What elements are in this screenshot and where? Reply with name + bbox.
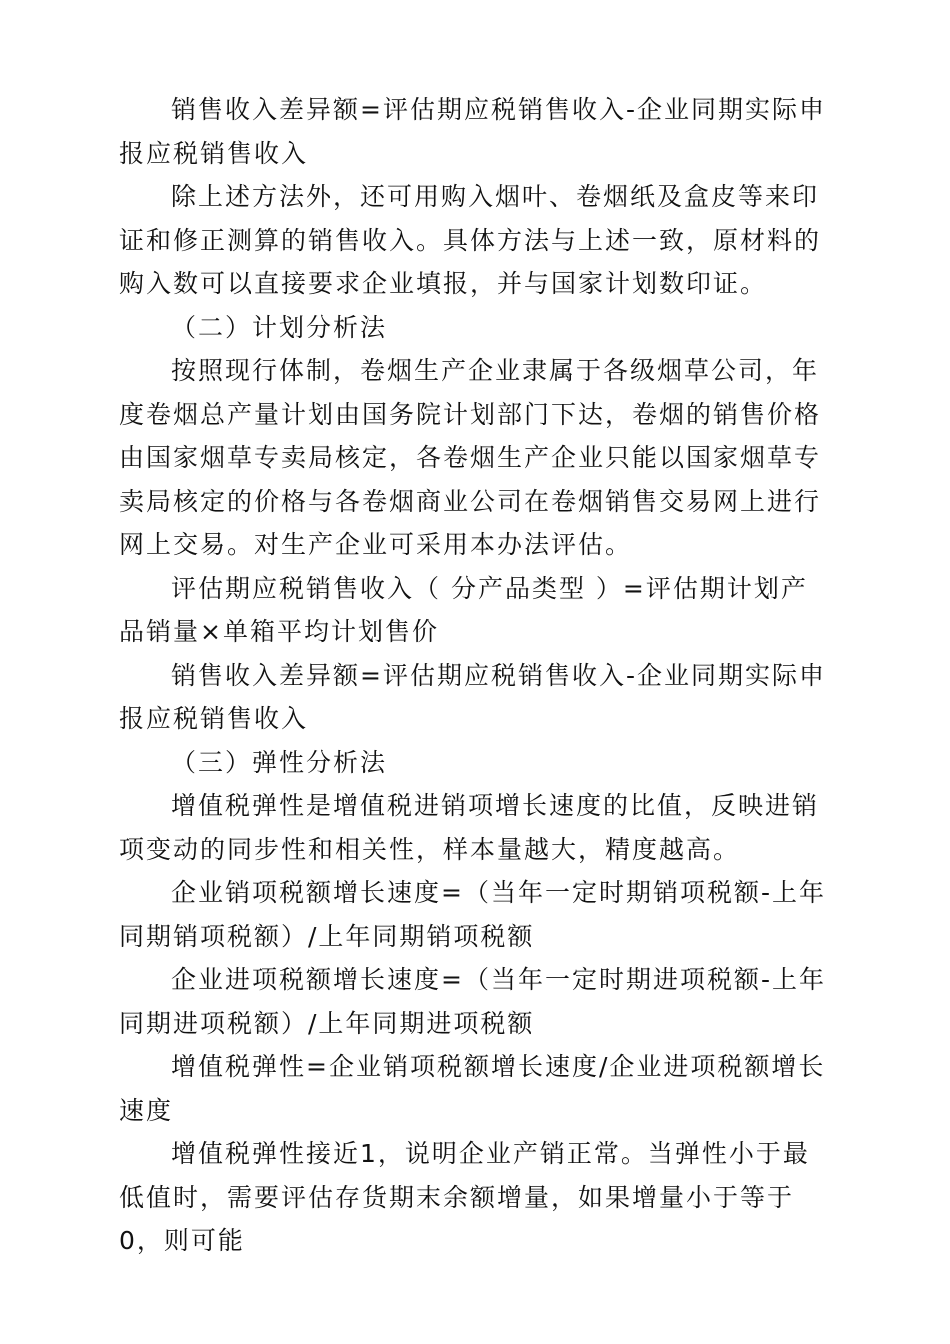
paragraph-formula-sales-revenue: 评估期应税销售收入（ 分产品类型 ）=评估期计划产品销量×单箱平均计划售价 [119,573,808,646]
paragraph-sales-diff-2: 销售收入差异额=评估期应税销售收入-企业同期实际申报应税销售收入 [119,660,826,733]
paragraph-output-tax-growth: 企业销项税额增长速度=（当年一定时期销项税额-上年同期销项税额）/上年同期销项税额 [119,878,826,951]
paragraph-elasticity-interpretation: 增值税弹性接近1，说明企业产销正常。当弹性小于最低值时，需要评估存货期末余额增量，如果增量小于等于0，则可能 [119,1139,810,1255]
document-page [119,88,831,1263]
paragraph-current-system: 按照现行体制，卷烟生产企业隶属于各级烟草公司，年度卷烟总产量计划由国务院计划部门下达，卷烟的销售价格由国家烟草专卖局核定，各卷烟生产企业只能以国家烟草专卖局核定的价格与各卷烟商业公司在卷烟销售交易网上进行网上交易。对生产企业可采用本办法评估。 [119,356,822,559]
paragraph-input-tax-growth: 企业进项税额增长速度=（当年一定时期进项税额-上年同期进项税额）/上年同期进项税额 [119,965,826,1038]
paragraph-vat-elasticity-definition: 增值税弹性是增值税进销项增长速度的比值，反映进销项变动的同步性和相关性，样本量越大，精度越高。 [119,791,820,864]
paragraph-verification: 除上述方法外，还可用购入烟叶、卷烟纸及盒皮等来印证和修正测算的销售收入。具体方法与上述一致，原材料的购入数可以直接要求企业填报，并与国家计划数印证。 [119,182,822,298]
section-heading-elasticity-analysis: （三）弹性分析法 [171,747,388,777]
paragraph-vat-elasticity-formula: 增值税弹性=企业销项税额增长速度/企业进项税额增长速度 [119,1052,826,1125]
section-heading-plan-analysis: （二）计划分析法 [171,312,388,342]
paragraph-sales-diff-1: 销售收入差异额=评估期应税销售收入-企业同期实际申报应税销售收入 [119,95,826,168]
